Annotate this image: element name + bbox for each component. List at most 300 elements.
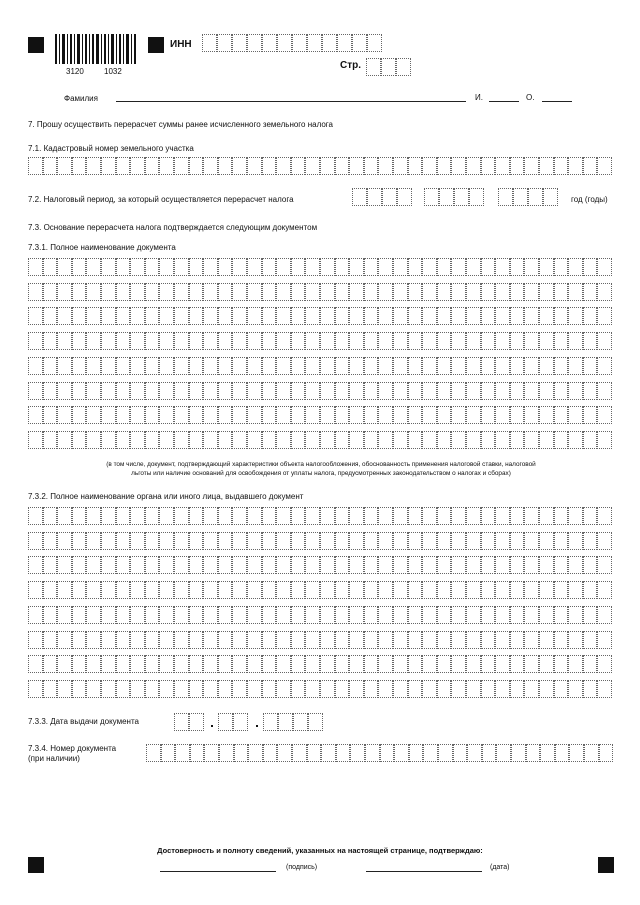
input-cell[interactable]: [349, 655, 364, 673]
input-cell[interactable]: [116, 631, 131, 649]
input-cell[interactable]: [393, 382, 408, 400]
input-cell[interactable]: [86, 431, 101, 449]
input-cell[interactable]: [28, 157, 43, 175]
input-cell[interactable]: [262, 258, 277, 276]
input-cell[interactable]: [597, 556, 612, 574]
input-cell[interactable]: [57, 283, 72, 301]
input-cell[interactable]: [72, 631, 87, 649]
input-cell[interactable]: [378, 655, 393, 673]
input-cell[interactable]: [145, 507, 160, 525]
input-cell[interactable]: [422, 631, 437, 649]
input-cell[interactable]: [335, 283, 350, 301]
input-cell[interactable]: [393, 606, 408, 624]
input-cell[interactable]: [437, 157, 452, 175]
input-cell[interactable]: [174, 631, 189, 649]
input-cell[interactable]: [408, 307, 423, 325]
input-cell[interactable]: [539, 581, 554, 599]
input-cell[interactable]: [291, 307, 306, 325]
input-cell[interactable]: [597, 258, 612, 276]
input-cell[interactable]: [130, 606, 145, 624]
input-cell[interactable]: [72, 283, 87, 301]
input-cell[interactable]: [189, 406, 204, 424]
issue-date-year-field[interactable]: [263, 713, 323, 731]
input-cell[interactable]: [349, 406, 364, 424]
input-cell[interactable]: [437, 581, 452, 599]
input-cell[interactable]: [437, 431, 452, 449]
input-cell[interactable]: [539, 655, 554, 673]
input-cell[interactable]: [408, 631, 423, 649]
input-cell[interactable]: [320, 406, 335, 424]
input-cell[interactable]: [583, 655, 598, 673]
input-cell[interactable]: [86, 357, 101, 375]
input-cell[interactable]: [528, 188, 543, 206]
input-cell[interactable]: [218, 307, 233, 325]
input-cell[interactable]: [232, 655, 247, 673]
input-cell[interactable]: [57, 357, 72, 375]
input-cell[interactable]: [539, 406, 554, 424]
input-cell[interactable]: [159, 631, 174, 649]
input-cell[interactable]: [321, 744, 336, 762]
input-cell[interactable]: [597, 581, 612, 599]
input-cell[interactable]: [568, 157, 583, 175]
input-cell[interactable]: [86, 631, 101, 649]
input-cell[interactable]: [364, 431, 379, 449]
input-cell[interactable]: [495, 406, 510, 424]
input-cell[interactable]: [510, 406, 525, 424]
input-cell[interactable]: [189, 581, 204, 599]
input-cell[interactable]: [247, 406, 262, 424]
input-cell[interactable]: [451, 258, 466, 276]
input-cell[interactable]: [469, 188, 484, 206]
input-cell[interactable]: [217, 34, 232, 52]
input-cell[interactable]: [597, 606, 612, 624]
input-cell[interactable]: [161, 744, 176, 762]
input-cell[interactable]: [555, 744, 570, 762]
input-cell[interactable]: [116, 307, 131, 325]
input-cell[interactable]: [175, 744, 190, 762]
input-cell[interactable]: [307, 34, 322, 52]
input-cell[interactable]: [408, 332, 423, 350]
input-cell[interactable]: [583, 532, 598, 550]
input-cell[interactable]: [28, 680, 43, 698]
input-cell[interactable]: [101, 655, 116, 673]
input-cell[interactable]: [422, 680, 437, 698]
input-cell[interactable]: [597, 283, 612, 301]
input-cell[interactable]: [393, 655, 408, 673]
input-cell[interactable]: [86, 406, 101, 424]
input-cell[interactable]: [597, 307, 612, 325]
input-cell[interactable]: [524, 680, 539, 698]
input-cell[interactable]: [510, 157, 525, 175]
input-cell[interactable]: [232, 406, 247, 424]
input-cell[interactable]: [335, 556, 350, 574]
input-cell[interactable]: [262, 307, 277, 325]
input-cell[interactable]: [86, 332, 101, 350]
input-cell[interactable]: [189, 680, 204, 698]
input-cell[interactable]: [262, 406, 277, 424]
input-cell[interactable]: [232, 382, 247, 400]
input-cell[interactable]: [218, 713, 233, 731]
input-cell[interactable]: [554, 406, 569, 424]
input-cell[interactable]: [174, 655, 189, 673]
input-cell[interactable]: [378, 283, 393, 301]
input-cell[interactable]: [218, 556, 233, 574]
input-cell[interactable]: [510, 556, 525, 574]
input-cell[interactable]: [422, 556, 437, 574]
input-cell[interactable]: [276, 507, 291, 525]
input-cell[interactable]: [232, 606, 247, 624]
input-cell[interactable]: [349, 157, 364, 175]
input-cell[interactable]: [554, 258, 569, 276]
input-cell[interactable]: [349, 507, 364, 525]
input-cell[interactable]: [408, 431, 423, 449]
input-cell[interactable]: [393, 157, 408, 175]
input-cell[interactable]: [349, 283, 364, 301]
input-cell[interactable]: [524, 507, 539, 525]
input-cell[interactable]: [248, 744, 263, 762]
input-cell[interactable]: [510, 307, 525, 325]
input-cell[interactable]: [145, 332, 160, 350]
input-cell[interactable]: [320, 332, 335, 350]
input-cell[interactable]: [466, 406, 481, 424]
input-cell[interactable]: [247, 431, 262, 449]
input-cell[interactable]: [335, 382, 350, 400]
input-cell[interactable]: [291, 680, 306, 698]
input-cell[interactable]: [451, 357, 466, 375]
input-cell[interactable]: [466, 307, 481, 325]
input-cell[interactable]: [159, 307, 174, 325]
input-cell[interactable]: [189, 507, 204, 525]
input-cell[interactable]: [291, 258, 306, 276]
input-cell[interactable]: [232, 258, 247, 276]
input-cell[interactable]: [247, 606, 262, 624]
input-cell[interactable]: [335, 157, 350, 175]
input-cell[interactable]: [451, 431, 466, 449]
input-cell[interactable]: [320, 283, 335, 301]
input-cell[interactable]: [408, 680, 423, 698]
input-cell[interactable]: [335, 680, 350, 698]
input-cell[interactable]: [204, 744, 219, 762]
input-cell[interactable]: [247, 157, 262, 175]
input-cell[interactable]: [219, 744, 234, 762]
input-cell[interactable]: [277, 34, 292, 52]
input-cell[interactable]: [57, 556, 72, 574]
input-cell[interactable]: [510, 283, 525, 301]
input-cell[interactable]: [145, 382, 160, 400]
input-cell[interactable]: [72, 332, 87, 350]
input-cell[interactable]: [495, 556, 510, 574]
input-cell[interactable]: [495, 283, 510, 301]
input-cell[interactable]: [174, 581, 189, 599]
input-cell[interactable]: [278, 713, 293, 731]
input-cell[interactable]: [568, 431, 583, 449]
input-cell[interactable]: [72, 606, 87, 624]
input-cell[interactable]: [597, 680, 612, 698]
input-cell[interactable]: [364, 556, 379, 574]
input-cell[interactable]: [408, 258, 423, 276]
input-cell[interactable]: [145, 258, 160, 276]
input-cell[interactable]: [349, 556, 364, 574]
input-cell[interactable]: [174, 713, 189, 731]
input-cell[interactable]: [262, 382, 277, 400]
input-cell[interactable]: [451, 532, 466, 550]
input-cell[interactable]: [539, 332, 554, 350]
input-cell[interactable]: [86, 532, 101, 550]
input-cell[interactable]: [174, 382, 189, 400]
input-cell[interactable]: [352, 188, 367, 206]
input-cell[interactable]: [568, 556, 583, 574]
input-cell[interactable]: [320, 606, 335, 624]
input-cell[interactable]: [232, 631, 247, 649]
input-cell[interactable]: [101, 507, 116, 525]
input-cell[interactable]: [583, 332, 598, 350]
input-cell[interactable]: [554, 431, 569, 449]
input-cell[interactable]: [437, 606, 452, 624]
input-cell[interactable]: [159, 507, 174, 525]
input-cell[interactable]: [510, 532, 525, 550]
input-cell[interactable]: [322, 34, 337, 52]
issue-date-month-field[interactable]: [218, 713, 248, 731]
input-cell[interactable]: [145, 357, 160, 375]
input-cell[interactable]: [234, 744, 249, 762]
input-cell[interactable]: [174, 283, 189, 301]
input-cell[interactable]: [262, 532, 277, 550]
input-cell[interactable]: [554, 332, 569, 350]
input-cell[interactable]: [466, 357, 481, 375]
input-cell[interactable]: [189, 283, 204, 301]
input-cell[interactable]: [451, 507, 466, 525]
input-cell[interactable]: [101, 431, 116, 449]
input-cell[interactable]: [28, 357, 43, 375]
input-cell[interactable]: [291, 532, 306, 550]
input-cell[interactable]: [43, 258, 58, 276]
input-cell[interactable]: [408, 606, 423, 624]
input-cell[interactable]: [364, 581, 379, 599]
input-cell[interactable]: [349, 357, 364, 375]
input-cell[interactable]: [57, 157, 72, 175]
input-cell[interactable]: [583, 581, 598, 599]
input-cell[interactable]: [437, 655, 452, 673]
input-cell[interactable]: [101, 631, 116, 649]
input-cell[interactable]: [189, 532, 204, 550]
input-cell[interactable]: [554, 680, 569, 698]
input-cell[interactable]: [305, 406, 320, 424]
input-cell[interactable]: [320, 507, 335, 525]
input-cell[interactable]: [203, 581, 218, 599]
input-cell[interactable]: [145, 581, 160, 599]
input-cell[interactable]: [174, 307, 189, 325]
input-cell[interactable]: [203, 532, 218, 550]
input-cell[interactable]: [349, 258, 364, 276]
input-cell[interactable]: [130, 406, 145, 424]
input-cell[interactable]: [86, 258, 101, 276]
input-cell[interactable]: [511, 744, 526, 762]
input-cell[interactable]: [466, 332, 481, 350]
input-cell[interactable]: [408, 655, 423, 673]
issuer-name-grid[interactable]: [28, 507, 614, 703]
input-cell[interactable]: [466, 283, 481, 301]
input-cell[interactable]: [583, 606, 598, 624]
input-cell[interactable]: [116, 532, 131, 550]
input-cell[interactable]: [159, 357, 174, 375]
input-cell[interactable]: [247, 655, 262, 673]
input-cell[interactable]: [524, 581, 539, 599]
input-cell[interactable]: [116, 606, 131, 624]
input-cell[interactable]: [510, 631, 525, 649]
input-cell[interactable]: [320, 357, 335, 375]
input-cell[interactable]: [72, 556, 87, 574]
input-cell[interactable]: [524, 283, 539, 301]
input-cell[interactable]: [174, 532, 189, 550]
input-cell[interactable]: [43, 606, 58, 624]
input-cell[interactable]: [72, 307, 87, 325]
input-cell[interactable]: [72, 581, 87, 599]
input-cell[interactable]: [423, 744, 438, 762]
input-cell[interactable]: [203, 606, 218, 624]
input-cell[interactable]: [568, 332, 583, 350]
input-cell[interactable]: [554, 157, 569, 175]
input-cell[interactable]: [378, 382, 393, 400]
input-cell[interactable]: [305, 382, 320, 400]
input-cell[interactable]: [262, 431, 277, 449]
input-cell[interactable]: [86, 606, 101, 624]
input-cell[interactable]: [335, 532, 350, 550]
input-cell[interactable]: [396, 58, 411, 76]
input-cell[interactable]: [437, 556, 452, 574]
input-cell[interactable]: [43, 556, 58, 574]
input-cell[interactable]: [437, 680, 452, 698]
input-cell[interactable]: [568, 307, 583, 325]
input-cell[interactable]: [481, 581, 496, 599]
input-cell[interactable]: [554, 606, 569, 624]
input-cell[interactable]: [130, 157, 145, 175]
input-cell[interactable]: [130, 258, 145, 276]
input-cell[interactable]: [43, 581, 58, 599]
input-cell[interactable]: [481, 532, 496, 550]
input-cell[interactable]: [320, 307, 335, 325]
input-cell[interactable]: [247, 258, 262, 276]
input-cell[interactable]: [116, 406, 131, 424]
input-cell[interactable]: [481, 556, 496, 574]
input-cell[interactable]: [466, 655, 481, 673]
input-cell[interactable]: [189, 357, 204, 375]
input-cell[interactable]: [218, 655, 233, 673]
input-cell[interactable]: [203, 283, 218, 301]
input-cell[interactable]: [568, 382, 583, 400]
input-cell[interactable]: [422, 157, 437, 175]
input-cell[interactable]: [437, 258, 452, 276]
input-cell[interactable]: [28, 307, 43, 325]
input-cell[interactable]: [291, 631, 306, 649]
input-cell[interactable]: [349, 581, 364, 599]
input-cell[interactable]: [293, 713, 308, 731]
input-cell[interactable]: [57, 382, 72, 400]
input-cell[interactable]: [539, 431, 554, 449]
input-cell[interactable]: [130, 556, 145, 574]
input-cell[interactable]: [57, 332, 72, 350]
input-cell[interactable]: [568, 631, 583, 649]
input-cell[interactable]: [189, 258, 204, 276]
input-cell[interactable]: [28, 655, 43, 673]
input-cell[interactable]: [232, 532, 247, 550]
input-cell[interactable]: [116, 382, 131, 400]
input-cell[interactable]: [453, 744, 468, 762]
input-cell[interactable]: [524, 258, 539, 276]
input-cell[interactable]: [583, 157, 598, 175]
input-cell[interactable]: [408, 357, 423, 375]
input-cell[interactable]: [378, 157, 393, 175]
input-cell[interactable]: [349, 631, 364, 649]
surname-field[interactable]: [116, 101, 466, 102]
input-cell[interactable]: [28, 507, 43, 525]
input-cell[interactable]: [277, 744, 292, 762]
input-cell[interactable]: [57, 581, 72, 599]
input-cell[interactable]: [159, 406, 174, 424]
input-cell[interactable]: [513, 188, 528, 206]
input-cell[interactable]: [189, 606, 204, 624]
input-cell[interactable]: [43, 655, 58, 673]
input-cell[interactable]: [481, 431, 496, 449]
input-cell[interactable]: [247, 332, 262, 350]
input-cell[interactable]: [364, 258, 379, 276]
input-cell[interactable]: [292, 744, 307, 762]
input-cell[interactable]: [437, 532, 452, 550]
input-cell[interactable]: [524, 357, 539, 375]
input-cell[interactable]: [367, 188, 382, 206]
input-cell[interactable]: [86, 382, 101, 400]
input-cell[interactable]: [43, 631, 58, 649]
input-cell[interactable]: [378, 307, 393, 325]
input-cell[interactable]: [568, 532, 583, 550]
document-name-grid[interactable]: [28, 258, 614, 454]
input-cell[interactable]: [597, 357, 612, 375]
input-cell[interactable]: [408, 556, 423, 574]
input-cell[interactable]: [72, 382, 87, 400]
input-cell[interactable]: [159, 283, 174, 301]
input-cell[interactable]: [540, 744, 555, 762]
input-cell[interactable]: [130, 655, 145, 673]
input-cell[interactable]: [350, 744, 365, 762]
input-cell[interactable]: [28, 258, 43, 276]
input-cell[interactable]: [43, 382, 58, 400]
input-cell[interactable]: [174, 258, 189, 276]
input-cell[interactable]: [276, 258, 291, 276]
input-cell[interactable]: [454, 188, 469, 206]
input-cell[interactable]: [232, 357, 247, 375]
input-cell[interactable]: [378, 406, 393, 424]
input-cell[interactable]: [393, 431, 408, 449]
input-cell[interactable]: [393, 258, 408, 276]
input-cell[interactable]: [524, 382, 539, 400]
input-cell[interactable]: [393, 680, 408, 698]
input-cell[interactable]: [451, 307, 466, 325]
input-cell[interactable]: [130, 631, 145, 649]
input-cell[interactable]: [130, 581, 145, 599]
input-cell[interactable]: [408, 283, 423, 301]
input-cell[interactable]: [130, 382, 145, 400]
input-cell[interactable]: [203, 431, 218, 449]
input-cell[interactable]: [597, 157, 612, 175]
input-cell[interactable]: [174, 357, 189, 375]
input-cell[interactable]: [159, 332, 174, 350]
input-cell[interactable]: [554, 655, 569, 673]
input-cell[interactable]: [568, 357, 583, 375]
input-cell[interactable]: [57, 631, 72, 649]
input-cell[interactable]: [86, 507, 101, 525]
input-cell[interactable]: [28, 332, 43, 350]
input-cell[interactable]: [568, 406, 583, 424]
input-cell[interactable]: [364, 382, 379, 400]
